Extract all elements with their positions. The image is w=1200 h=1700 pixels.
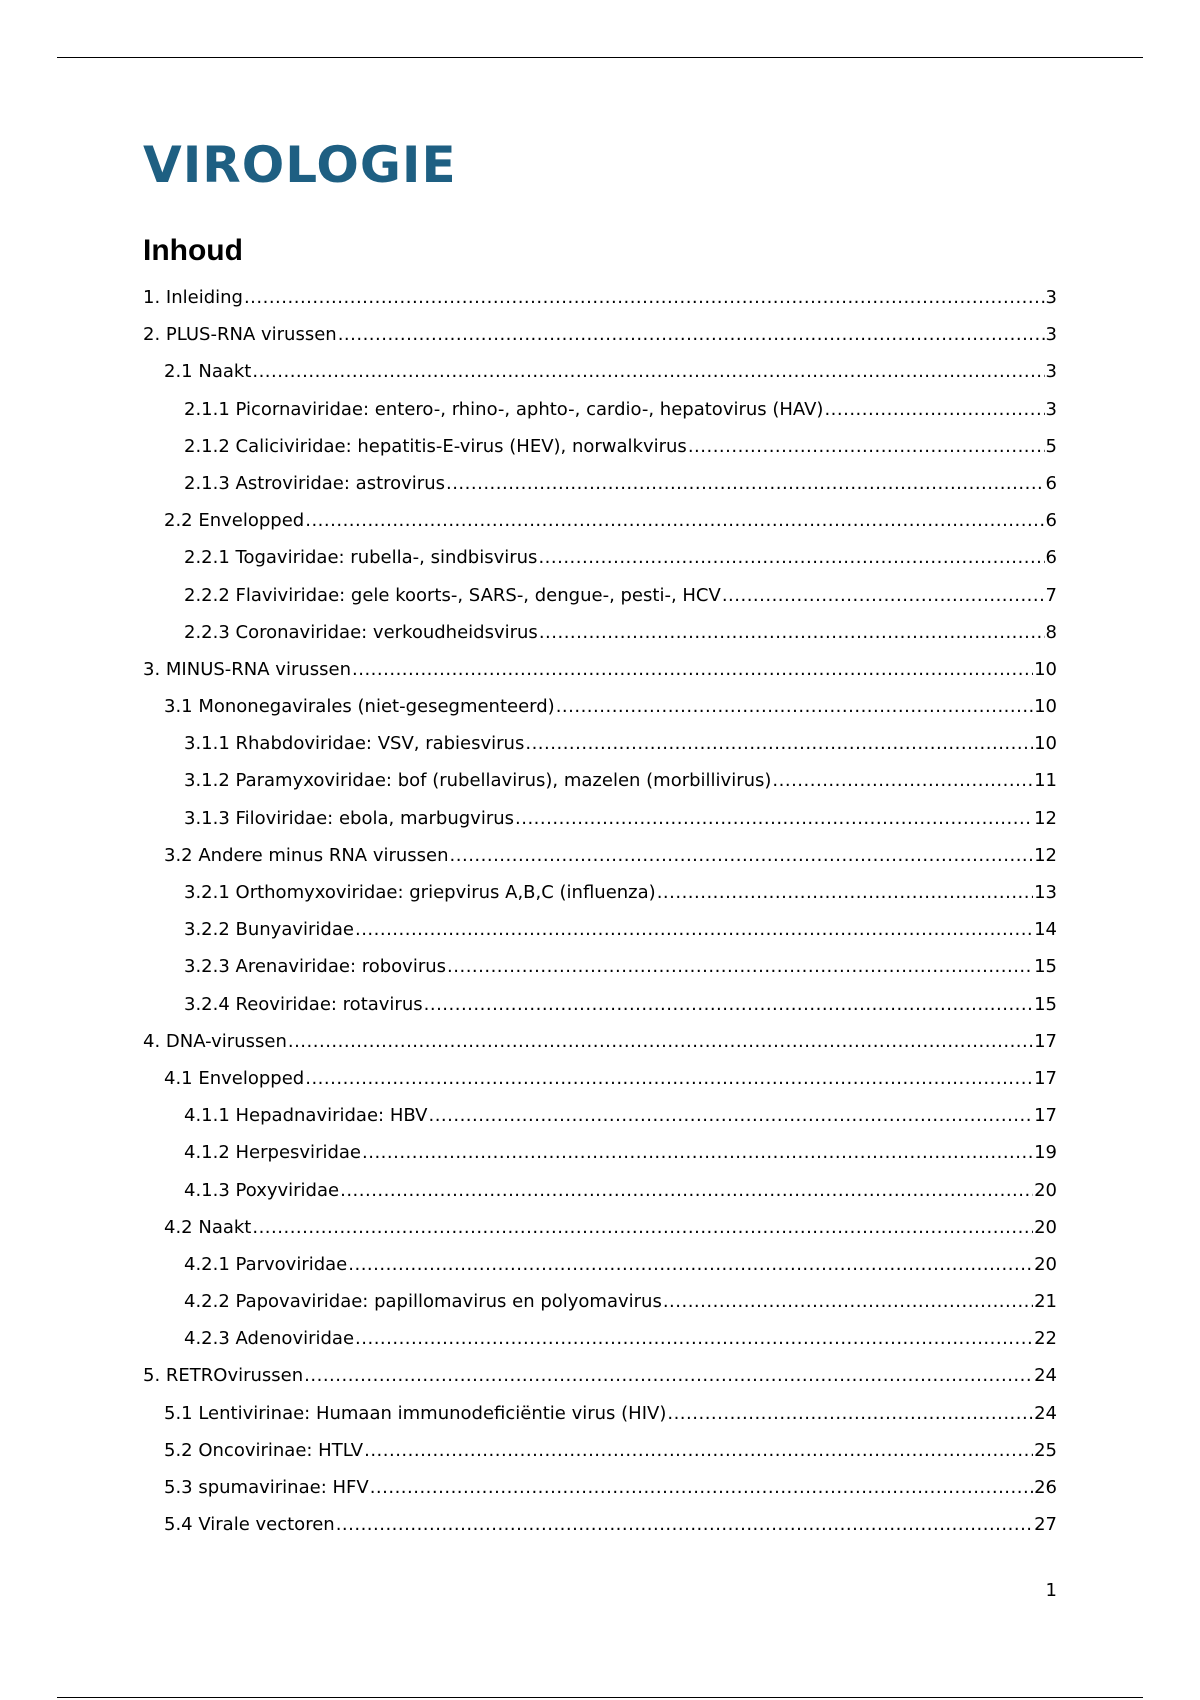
toc-entry[interactable] [143,363,1057,400]
toc-entry[interactable] [143,1070,1057,1107]
toc-dot-leader [340,1182,1033,1200]
toc-entry-page: 22 [1034,1330,1057,1350]
toc-dot-leader [364,1442,1033,1460]
toc-entry[interactable] [143,735,1057,772]
toc-dot-leader [244,289,1045,307]
toc-entry-text: 4. DNA-virussen [143,1032,287,1052]
toc-entry-page: 14 [1034,921,1057,941]
toc-entry-page: 17 [1034,1107,1057,1127]
toc-entry[interactable] [143,1033,1057,1070]
toc-entry-text: 2.1.1 Picornaviridae: entero-, rhino-, aphto-, cardio-, hepatovirus (HAV) [184,400,824,420]
toc-entry-page: 25 [1034,1441,1057,1461]
toc-entry[interactable] [143,549,1057,586]
toc-dot-leader [424,996,1033,1014]
toc-entry[interactable] [143,958,1057,995]
toc-entry[interactable] [143,1479,1057,1516]
toc-entry-text: 2.2.3 Coronaviridae: verkoudheidsvirus [184,623,538,643]
toc-entry-page: 10 [1034,698,1057,718]
toc-entry[interactable] [143,661,1057,698]
toc-dot-leader [362,1144,1033,1162]
toc-entry-text: 4.2.2 Papovaviridae: papillomavirus en polyomavirus [184,1293,662,1313]
toc-entry-page: 5 [1045,437,1057,457]
toc-dot-leader [525,735,1033,753]
toc-entry-page: 3 [1045,400,1057,420]
toc-entry[interactable] [143,1144,1057,1181]
toc-entry-text: 3.2.1 Orthomyxoviridae: griepvirus A,B,C (influenza) [184,884,656,903]
toc-entry[interactable] [143,289,1057,326]
toc-entry[interactable] [143,401,1057,438]
toc-entry-page: 8 [1045,623,1057,643]
toc-dot-leader [305,1070,1033,1088]
toc-dot-leader [538,549,1044,567]
toc-dot-leader [355,1330,1033,1348]
toc-entry-page: 7 [1045,586,1057,606]
toc-entry[interactable] [143,921,1057,958]
toc-entry-text: 3.1 Mononegavirales (niet-gesegmenteerd) [164,698,555,718]
toc-entry-page: 12 [1034,846,1057,866]
toc-entry-text: 4.1 Envelopped [164,1069,305,1089]
toc-entry-page: 20 [1034,1255,1057,1275]
toc-entry-text: 5.4 Virale vectoren [164,1516,335,1536]
toc-entry-page: 6 [1045,549,1057,569]
toc-entry-page: 15 [1034,995,1057,1015]
toc-entry[interactable] [143,772,1057,809]
toc-entry-text: 2.1.2 Caliciviridae: hepatitis-E-virus (HEV), norwalkvirus [184,437,687,457]
toc-entry[interactable] [143,1367,1057,1404]
toc-entry-text: 2.2.1 Togaviridae: rubella-, sindbisvirus [184,549,538,569]
toc-entry-text: 1. Inleiding [143,289,243,308]
toc-heading: Inhoud [143,234,243,267]
toc-entry-text: 3.2.3 Arenaviridae: robovirus [184,958,447,978]
toc-entry-page: 6 [1045,512,1057,532]
header-rule [57,57,1143,58]
toc-entry[interactable] [143,810,1057,847]
toc-entry-page: 12 [1034,809,1057,829]
toc-dot-leader [288,1033,1033,1051]
toc-entry-page: 19 [1034,1144,1057,1164]
footer-rule [57,1697,1143,1698]
toc-entry-text: 5. RETROvirussen [143,1367,304,1387]
toc-entry-page: 20 [1034,1181,1057,1201]
toc-entry-text: 3.1.1 Rhabdoviridae: VSV, rabiesvirus [184,735,525,755]
toc-entry-text: 2.1.3 Astroviridae: astrovirus [184,474,445,494]
toc-dot-leader [667,1405,1033,1423]
toc-entry-text: 5.2 Oncovirinae: HTLV [164,1441,364,1461]
toc-dot-leader [539,624,1045,642]
toc-entry-text: 3.2 Andere minus RNA virussen [164,846,449,866]
toc-entry-text: 2.1 Naakt [164,363,252,383]
toc-entry-text: 2. PLUS-RNA virussen [143,326,337,346]
toc-entry-text: 3.2.2 Bunyaviridae [184,921,354,941]
toc-entry[interactable] [143,1256,1057,1293]
toc-entry-text: 2.2 Envelopped [164,512,305,532]
toc-entry-text: 4.2.1 Parvoviridae [184,1255,348,1275]
toc-dot-leader [352,661,1033,679]
toc-entry-text: 5.1 Lentivirinae: Humaan immunodeficiëntie virus (HIV) [164,1404,667,1424]
toc-entry-page: 6 [1045,474,1057,494]
toc-dot-leader [556,698,1033,716]
toc-entry-text: 4.1.3 Poxyviridae [184,1181,340,1201]
toc-entry-text: 2.2.2 Flaviviridae: gele koorts-, SARS-, dengue-, pesti-, HCV [184,586,721,606]
toc-entry[interactable] [143,438,1057,475]
toc-entry[interactable] [143,1442,1057,1479]
toc-dot-leader [304,1367,1033,1385]
toc-entry-page: 3 [1045,326,1057,346]
document-title: VIROLOGIE [143,136,457,194]
toc-entry-page: 17 [1034,1032,1057,1052]
toc-entry-page: 21 [1034,1293,1057,1313]
toc-dot-leader [348,1256,1033,1274]
toc-dot-leader [338,326,1045,344]
toc-entry-text: 5.3 spumavirinae: HFV [164,1479,369,1498]
toc-entry[interactable] [143,1219,1057,1256]
toc-entry[interactable] [143,587,1057,624]
toc-entry-text: 4.2 Naakt [164,1218,252,1238]
toc-entry-page: 3 [1045,289,1057,308]
toc-entry[interactable] [143,624,1057,661]
toc-dot-leader [428,1107,1033,1125]
toc-entry[interactable] [143,1516,1057,1553]
toc-dot-leader [446,475,1045,493]
toc-entry-page: 24 [1034,1367,1057,1387]
toc-entry[interactable] [143,1293,1057,1330]
toc-entry-page: 11 [1034,772,1057,792]
toc-dot-leader [305,512,1044,530]
toc-dot-leader [657,884,1033,902]
toc-entry-text: 3. MINUS-RNA virussen [143,660,352,680]
toc-dot-leader [336,1516,1033,1534]
toc-dot-leader [252,1219,1033,1237]
toc-entry-text: 4.1.2 Herpesviridae [184,1144,361,1164]
toc-entry[interactable] [143,847,1057,884]
page-number: 1 [1045,1580,1057,1601]
table-of-contents [143,289,1057,1553]
toc-dot-leader [370,1479,1033,1497]
toc-entry-text: 3.2.4 Reoviridae: rotavirus [184,995,423,1015]
toc-entry-page: 17 [1034,1069,1057,1089]
toc-dot-leader [688,438,1045,456]
toc-entry-text: 3.1.2 Paramyxoviridae: bof (rubellavirus), mazelen (morbillivirus) [184,772,772,792]
toc-dot-leader [722,587,1045,605]
toc-entry-page: 20 [1034,1218,1057,1238]
toc-entry-page: 24 [1034,1404,1057,1424]
toc-entry[interactable] [143,512,1057,549]
toc-entry-text: 3.1.3 Filoviridae: ebola, marbugvirus [184,809,515,829]
toc-entry-page: 15 [1034,958,1057,978]
toc-entry-page: 10 [1034,735,1057,755]
toc-entry[interactable] [143,698,1057,735]
toc-entry[interactable] [143,1405,1057,1442]
toc-dot-leader [447,958,1033,976]
toc-dot-leader [772,772,1033,790]
toc-dot-leader [824,401,1044,419]
toc-entry-page: 10 [1034,660,1057,680]
toc-entry[interactable] [143,1330,1057,1367]
toc-entry[interactable] [143,326,1057,363]
toc-entry-text: 4.2.3 Adenoviridae [184,1330,355,1350]
toc-entry-text: 4.1.1 Hepadnaviridae: HBV [184,1107,428,1127]
toc-entry[interactable] [143,996,1057,1033]
toc-entry-page: 3 [1045,363,1057,383]
toc-entry-page: 27 [1034,1516,1057,1536]
toc-entry[interactable] [143,475,1057,512]
toc-entry-page: 13 [1034,884,1057,903]
toc-dot-leader [663,1293,1033,1311]
toc-entry[interactable] [143,1182,1057,1219]
toc-entry[interactable] [143,1107,1057,1144]
toc-dot-leader [515,810,1033,828]
toc-entry[interactable] [143,884,1057,921]
toc-entry-page: 26 [1034,1479,1057,1498]
toc-dot-leader [355,921,1033,939]
toc-dot-leader [252,363,1044,381]
toc-dot-leader [450,847,1034,865]
